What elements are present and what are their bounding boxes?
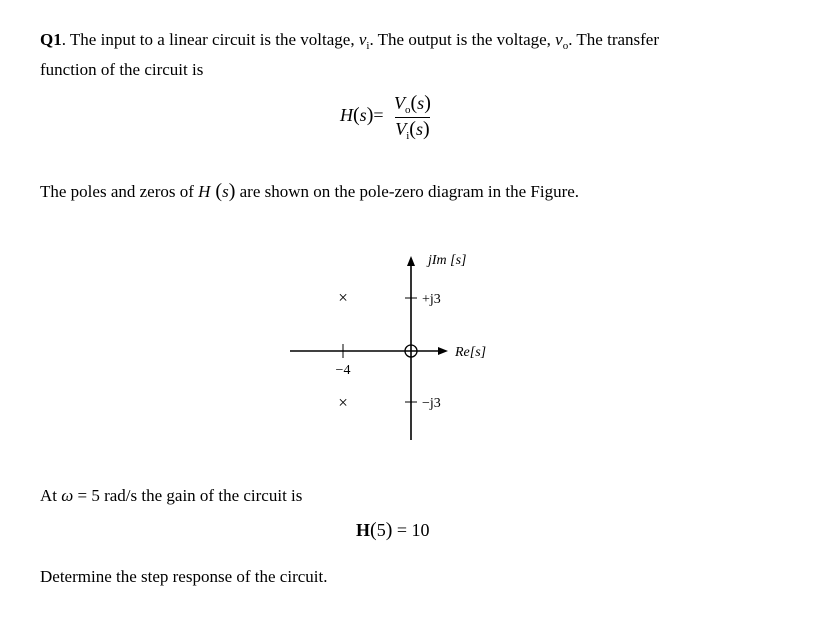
input-subscript: i (366, 40, 370, 52)
equals-sign: = (373, 105, 384, 125)
question-line-2: function of the circuit is (40, 60, 204, 79)
omega-symbol: ω (61, 486, 74, 505)
real-axis-label: Re[s] (455, 345, 487, 360)
intro-text-b: . The output is the voltage, (369, 30, 556, 49)
tick-real-label: −4 (335, 363, 351, 378)
denominator: $V_i(s)$ (395, 118, 430, 142)
gain-func: H (356, 520, 371, 540)
intro-text-a: . The input to a linear circuit is the voltage, (61, 30, 359, 49)
intro-text-c: . The transfer (568, 30, 660, 49)
pz-func: H (198, 182, 211, 201)
pole-marker-lower: × (338, 393, 348, 412)
numerator-arg: s (417, 93, 425, 113)
poles-zeros-text: The poles and zeros of H (s) are shown on the pole-zero diagram in the Figure. (40, 180, 580, 202)
real-axis-arrow (438, 347, 448, 355)
transfer-function-lhs: H(s)= (340, 104, 384, 126)
instruction-text: Determine the step response of the circuit. (40, 567, 328, 586)
pole-marker-upper: × (338, 288, 348, 307)
lhs-H: H (340, 105, 353, 125)
transfer-function-fraction (394, 92, 431, 143)
pz-text-pre: The poles and zeros of (40, 182, 199, 201)
numerator-var: V (394, 93, 405, 113)
numerator-sub: o (405, 104, 411, 116)
pz-arg: s (222, 182, 229, 201)
tick-pos-imag-label: +j3 (422, 292, 441, 307)
output-subscript: o (562, 40, 569, 52)
output-variable: v (555, 30, 563, 49)
gain-rhs: = 10 (392, 520, 430, 540)
transfer-function-equation (340, 92, 460, 144)
denominator-sub: i (406, 130, 410, 142)
gain-text-pre: At (40, 486, 62, 505)
imag-axis-label: jIm [s] (428, 253, 467, 268)
tick-neg-imag-label: −j3 (422, 396, 441, 411)
pz-text-post: are shown on the pole-zero diagram in the Figure. (235, 182, 580, 201)
question-number: Q1 (40, 30, 62, 49)
gain-arg: 5 (376, 520, 386, 540)
gain-equation: H(5) = 10 (356, 519, 430, 541)
pole-zero-diagram (280, 240, 520, 450)
numerator: $V_o(s)$ (394, 92, 431, 116)
denominator-arg: s (415, 119, 423, 139)
denominator-var: V (395, 119, 407, 139)
gain-text-post: = 5 rad/s the gain of the circuit is (73, 486, 303, 505)
question-line-1 (40, 30, 659, 50)
input-variable: v (358, 30, 367, 49)
gain-text (40, 486, 302, 506)
imaginary-axis-arrow (407, 256, 415, 266)
lhs-arg: s (359, 105, 367, 125)
